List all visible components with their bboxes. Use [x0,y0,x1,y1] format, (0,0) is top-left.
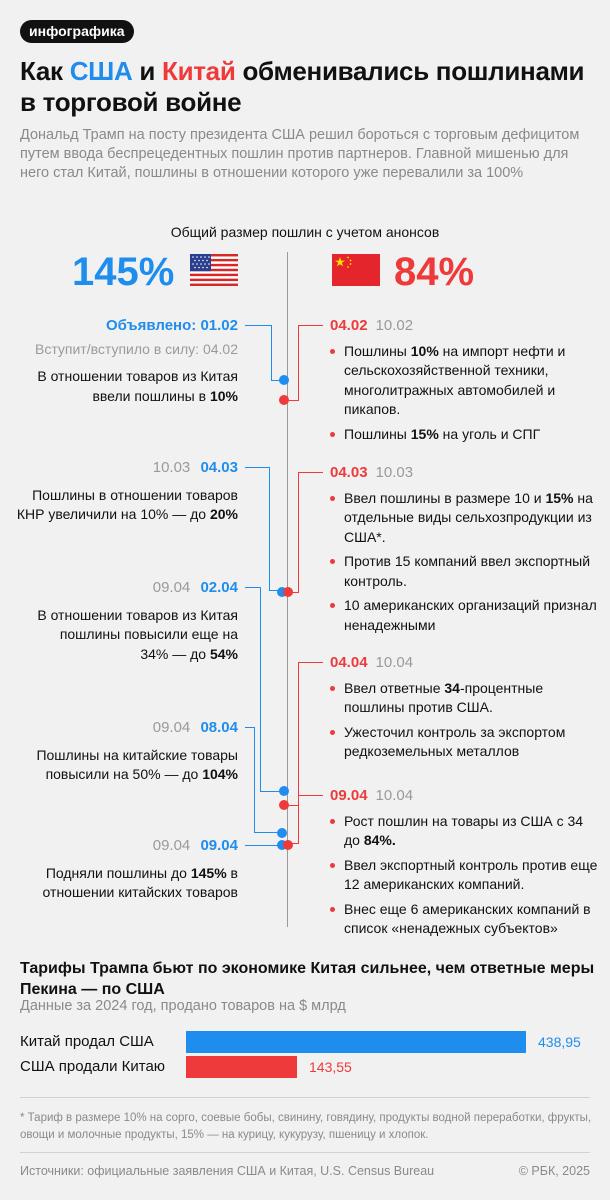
bar-value-us: 143,55 [309,1059,352,1075]
announced-label: Объявлено: [105,317,197,334]
us-announced-date: 02.04 [200,579,238,596]
us-event-4 [8,718,238,785]
footnote: * Тариф в размере 10% на сорго, соевые бобы, свинину, говядину, продукты водной переработки, фрукты, овощи и молочные продукты, 15% — на курицу, кукурузу, пшеницу и хлопок. [20,1112,592,1141]
us-connector [245,845,281,846]
event-text: Пошлины на китайские товары повысили на 50% — до [36,746,238,782]
copyright: © РБК, 2025 [518,1164,590,1178]
event-text-bold: 54% [209,645,238,662]
title-part: и [132,56,162,86]
cn-effective-date: 10.02 [375,317,414,334]
cn-bullet: Ввел пошлины в размере 10 и 15% на отдельные виды сельхозпродукции из США*. [330,489,600,548]
us-announced-date: 08.04 [200,719,238,736]
us-event-2 [8,458,238,525]
cn-event-dot [283,587,293,597]
us-announced-date: 01.02 [200,317,238,334]
cn-total-tariff: 84% [394,250,475,294]
cn-announced-date: 04.03 [330,464,368,481]
us-connector [245,727,255,833]
cn-bullet: Ввел ответные 34-процентные пошлины против США. [330,679,600,718]
us-effective-date: 04.02 [202,340,238,357]
us-event-5 [8,836,238,903]
us-connector [245,467,270,591]
bar-label-us: США продали Китаю [20,1058,166,1075]
cn-announced-date: 04.04 [330,654,368,671]
event-text: Подняли пошлины до [45,864,191,881]
totals-caption: Общий размер пошлин с учетом анонсов [170,224,440,240]
page-title [20,56,590,118]
us-connector [245,325,272,381]
us-effective-date: 10.03 [152,459,191,476]
us-event-dot [279,786,289,796]
china-flag-icon [332,254,380,286]
event-text-bold: 104% [202,766,238,782]
us-effective-date: 09.04 [152,837,191,854]
event-text: В отношении товаров из Китая ввели пошлины в [37,368,238,404]
bar-us-sold-cn [186,1056,297,1078]
title-us: США [69,56,133,86]
cn-bullet: Рост пошлин на товары из США с 34 до 84%. [330,812,600,851]
sources: Источники: официальные заявления США и Китая, U.S. Census Bureau [20,1164,435,1178]
trade-chart-subtitle: Данные за 2024 год, продано товаров на $ млрд [20,998,346,1014]
cn-bullet: 10 американских организаций признал ненадежными [330,596,600,635]
event-text: Пошлины в отношении товаров КНР увеличили на 10% — до [16,486,238,522]
title-cn: Китай [162,56,236,86]
us-event-dot [277,828,287,838]
us-total-tariff: 145% [72,250,175,294]
event-text-bold: 10% [209,387,238,404]
cn-bullet: Ужесточил контроль за экспортом редкоземельных металлов [330,723,600,762]
event-text: В отношении товаров из Китая пошлины повысили еще на 34% — до [37,606,238,662]
infographic-tag: инфографика [20,20,134,43]
event-text-bold: 20% [209,506,238,522]
cn-bullet: Внес еще 6 американских компаний в список «ненадежных субъектов» [330,900,600,939]
us-event-1 [8,316,238,406]
us-flag-icon [190,254,238,286]
cn-connector [298,325,323,401]
cn-event-1 [330,316,600,449]
cn-effective-date: 10.03 [375,464,414,481]
us-event-3 [8,578,238,664]
cn-bullet: Пошлины 15% на уголь и СПГ [330,425,600,445]
lead-paragraph: Дональд Трамп на посту президента США решил бороться с торговым дефицитом путем ввода беспрецедентных пошлин против партнеров. Главной мишенью для него стал Китай, пошлины в отношении которого уже перевалили за 100% [20,127,580,181]
us-effective-date: 09.04 [152,719,191,736]
cn-connector [298,472,323,593]
title-part: Как [20,56,70,86]
cn-connector [298,662,323,806]
cn-effective-date: 10.04 [375,787,414,804]
cn-connector [289,400,299,401]
cn-bullet: Ввел экспортный контроль против еще 12 американских компаний. [330,856,600,895]
bar-label-cn: Китай продал США [20,1033,154,1050]
cn-bullet: Против 15 компаний ввел экспортный контроль. [330,552,600,591]
cn-connector [298,795,323,844]
cn-event-4 [330,786,600,944]
cn-announced-date: 04.02 [330,317,368,334]
us-announced-date: 09.04 [200,837,238,854]
trade-chart-title: Тарифы Трампа бьют по экономике Китая сильнее, чем ответные меры Пекина — по США [20,960,595,998]
cn-event-dot [279,395,289,405]
event-text: в отношении китайских товаров [42,864,238,900]
bar-cn-sold-us [186,1031,526,1053]
cn-event-dot [283,840,293,850]
title-part: обменивались пошлинами в торговой войне [20,56,585,117]
us-event-dot [279,375,289,385]
cn-event-3 [330,653,600,767]
divider [20,1152,590,1153]
effective-label: Вступит/вступило в силу: [34,340,200,357]
cn-announced-date: 09.04 [330,787,368,804]
cn-event-2 [330,463,600,640]
bar-value-cn: 438,95 [538,1034,581,1050]
cn-event-dot [279,800,289,810]
us-effective-date: 09.04 [152,579,191,596]
event-text-bold: 145% [190,864,227,881]
divider [20,1097,590,1098]
cn-effective-date: 10.04 [375,654,414,671]
us-announced-date: 04.03 [200,459,238,476]
cn-bullet: Пошлины 10% на импорт нефти и сельскохозяйственной техники, многолитражных автомобилей и пикапов. [330,342,600,420]
